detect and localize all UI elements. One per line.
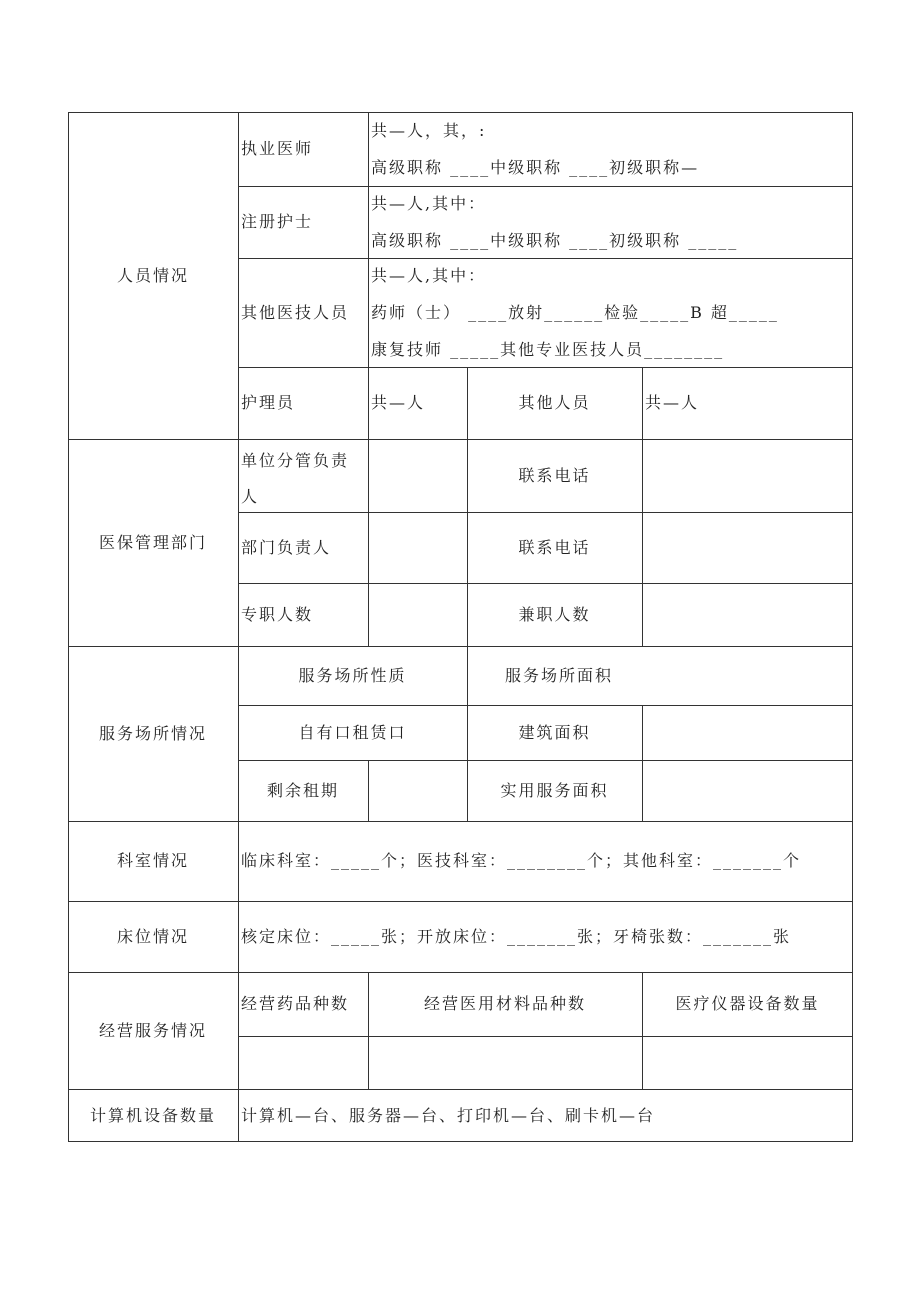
building-area-label: 建筑面积 <box>518 722 591 742</box>
physician-details[interactable] <box>368 112 853 186</box>
other-tech-details[interactable] <box>368 258 853 367</box>
business-section-label: 经营服务情况 <box>98 1020 207 1040</box>
other-tech-label: 其他医技人员 <box>241 302 350 322</box>
parttime-label: 兼职人数 <box>518 604 591 624</box>
fulltime-label: 专职人数 <box>241 604 314 624</box>
parttime-value[interactable] <box>642 583 853 646</box>
dept-head-value[interactable] <box>368 512 467 583</box>
fulltime-value[interactable] <box>368 583 467 646</box>
devices-value[interactable] <box>642 1036 853 1089</box>
insurance-dept-section-label: 医保管理部门 <box>98 532 207 552</box>
caregiver-count[interactable]: 共—人 <box>371 393 426 412</box>
dept-head-label: 部门负责人 <box>241 537 332 557</box>
departments-text[interactable]: 临床科室：_____个；医技科室：________个；其他科室：_______个 <box>241 851 802 870</box>
personnel-section-label: 人员情况 <box>116 265 189 285</box>
other-staff-label: 其他人员 <box>518 393 591 412</box>
materials-value[interactable] <box>368 1036 642 1089</box>
computers-text[interactable]: 计算机—台、服务器—台、打印机—台、刷卡机—台 <box>241 1105 656 1125</box>
physician-total: 共—人，其，: <box>371 121 487 140</box>
phone-value-2[interactable] <box>642 512 853 583</box>
materials-label: 经营医用材料品种数 <box>423 994 586 1013</box>
other-tech-total: 共—人,其中： <box>371 266 487 285</box>
lease-value[interactable] <box>368 760 467 821</box>
physician-label: 执业医师 <box>241 139 314 158</box>
nurse-total: 共—人,其中： <box>371 194 487 213</box>
computers-section-label: 计算机设备数量 <box>89 1105 216 1125</box>
other-tech-breakdown-1: 药师（士） ____放射______检验_____B 超_____ <box>371 303 779 322</box>
physician-titles: 高级职称 ____中级职称 ____初级职称— <box>371 158 700 177</box>
nurse-label: 注册护士 <box>241 212 314 231</box>
premises-nature-label: 服务场所性质 <box>298 665 407 685</box>
building-area-value[interactable] <box>642 705 853 760</box>
leader-label <box>238 439 368 512</box>
caregiver-label: 护理员 <box>241 393 296 412</box>
nurse-details[interactable] <box>368 186 853 258</box>
phone-value-1[interactable] <box>642 439 853 512</box>
drugs-label: 经营药品种数 <box>241 994 350 1013</box>
devices-label: 医疗仪器设备数量 <box>675 994 820 1013</box>
drugs-value[interactable] <box>238 1036 368 1089</box>
departments-section-label: 科室情况 <box>116 851 189 870</box>
premises-area-label-text: 服务场所面积 <box>505 665 614 685</box>
lease-label: 剩余租期 <box>266 780 339 800</box>
leader-label-text: 单位分管负责人 <box>241 451 350 506</box>
ownership-options[interactable]: 自有口租赁口 <box>298 722 407 742</box>
beds-section-label: 床位情况 <box>116 926 189 946</box>
usable-area-label: 实用服务面积 <box>500 780 609 800</box>
beds-text[interactable]: 核定床位：_____张；开放床位：_______张；牙椅张数：_______张 <box>241 926 792 946</box>
other-tech-breakdown-2: 康复技师 _____其他专业医技人员________ <box>371 340 725 359</box>
phone-label-2: 联系电话 <box>518 537 591 557</box>
leader-value[interactable] <box>368 439 467 512</box>
phone-label-1: 联系电话 <box>518 465 591 485</box>
premises-area-label <box>467 646 853 705</box>
premises-section-label: 服务场所情况 <box>98 723 207 743</box>
nurse-titles: 高级职称 ____中级职称 ____初级职称 _____ <box>371 231 739 250</box>
other-staff-count[interactable]: 共—人 <box>645 393 700 412</box>
usable-area-value[interactable] <box>642 760 853 821</box>
registration-form-table <box>68 112 853 1142</box>
